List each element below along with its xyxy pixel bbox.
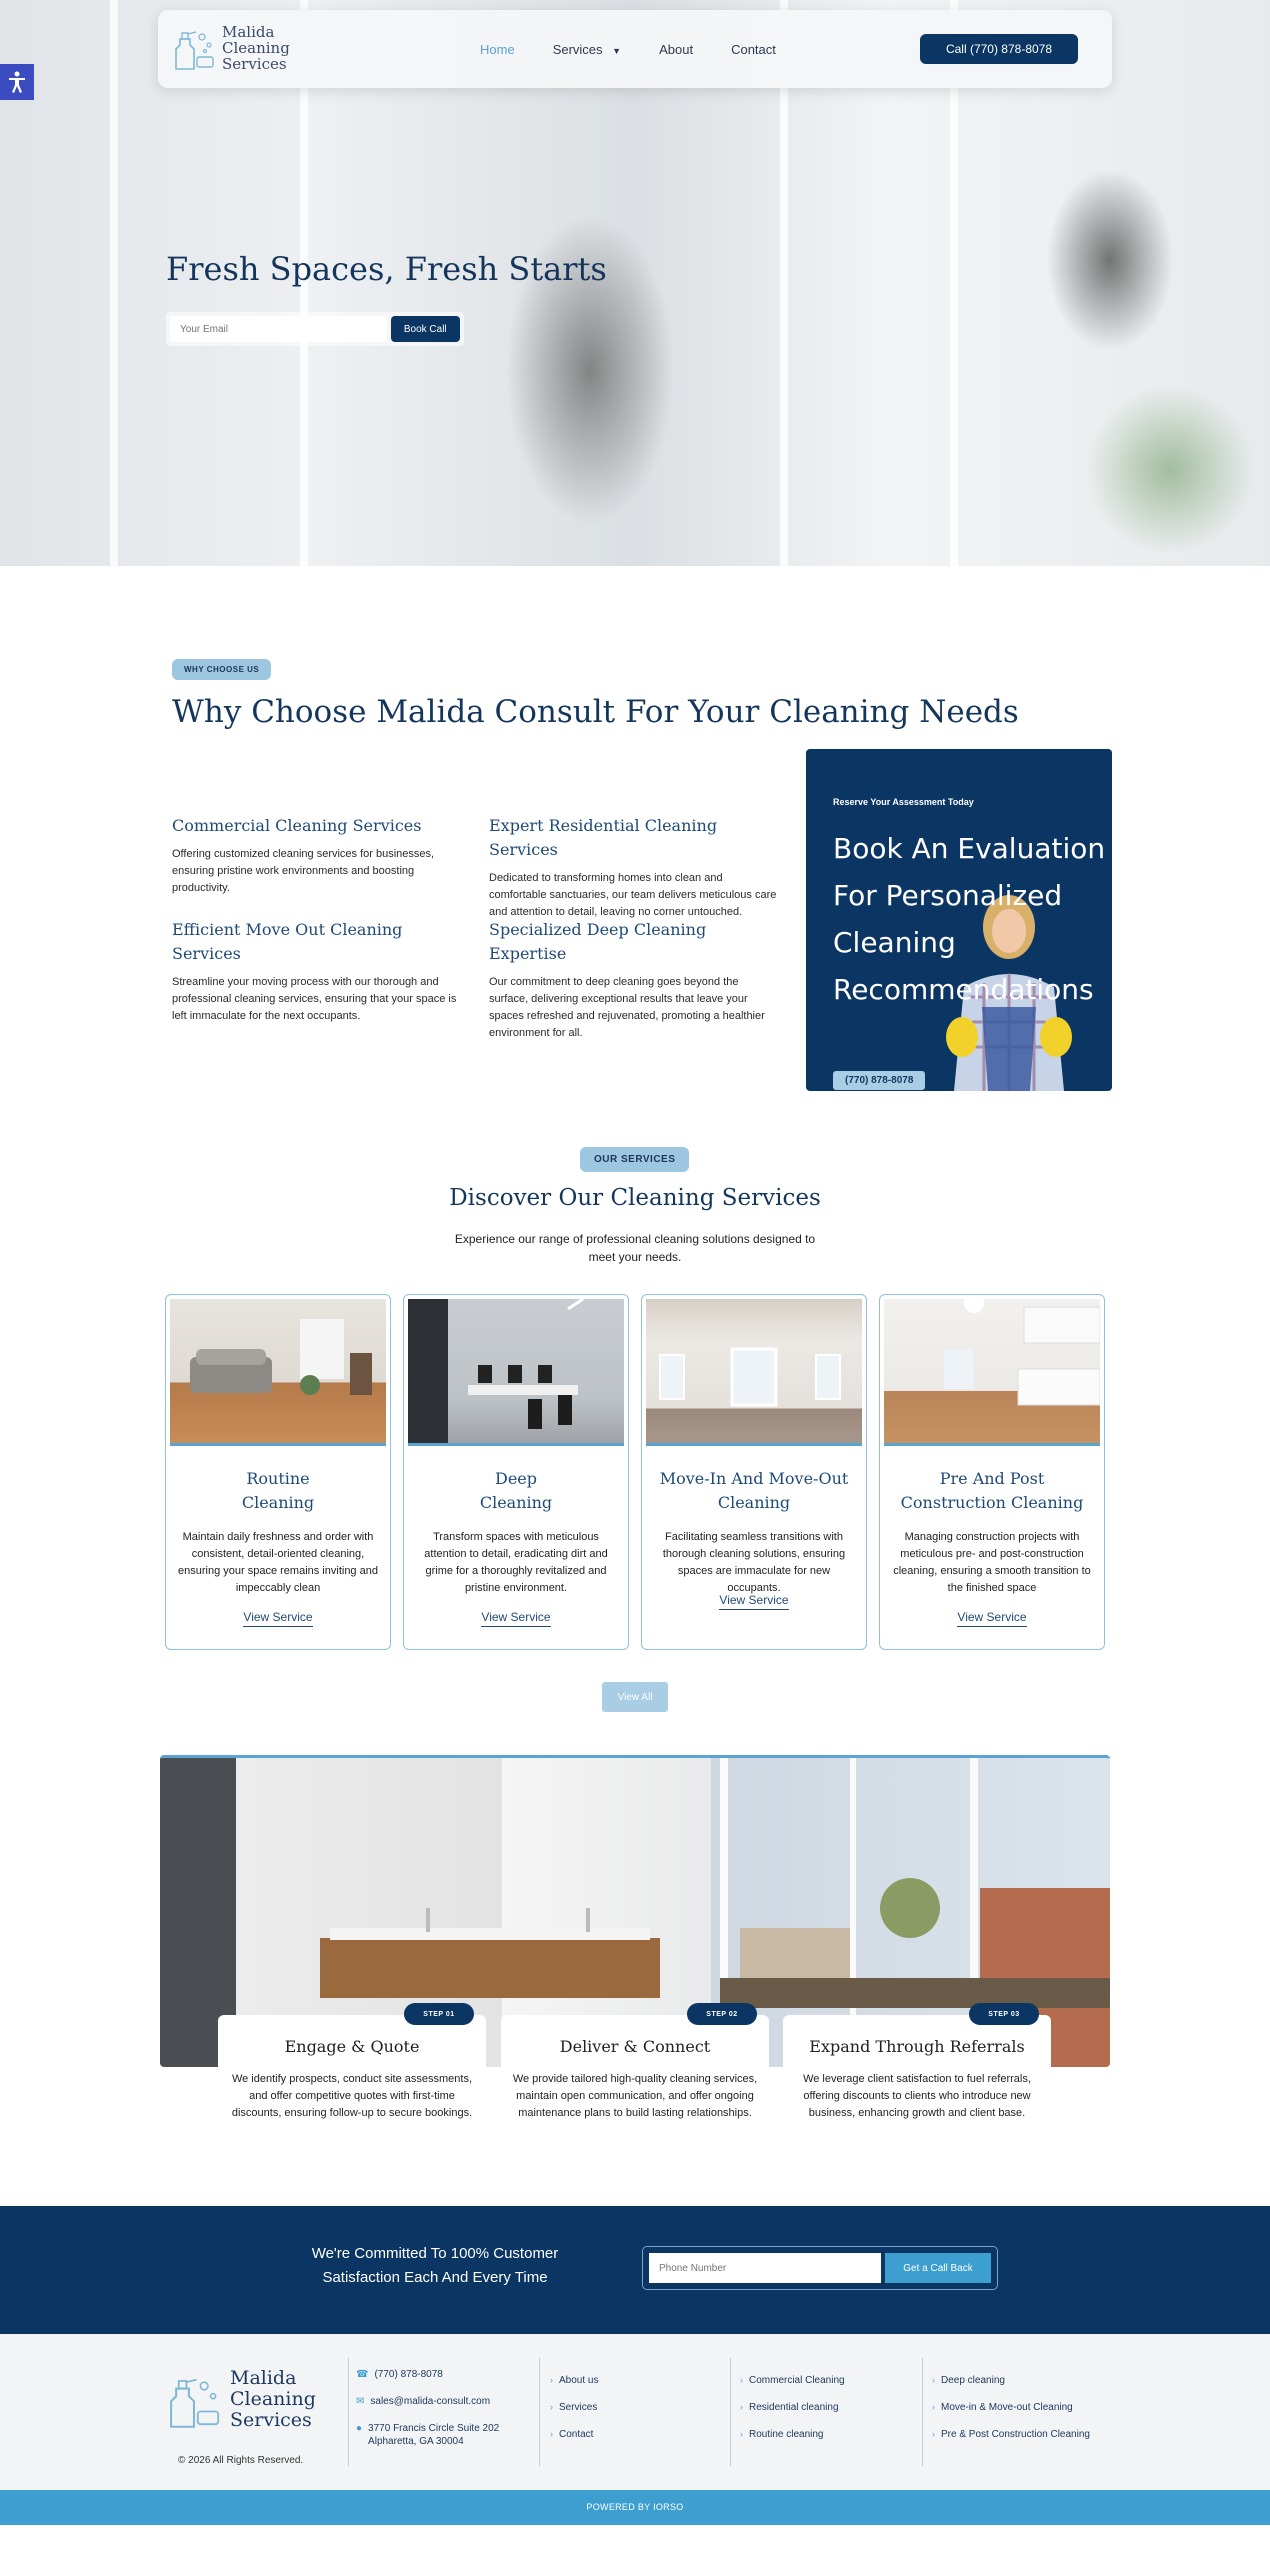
footer-link-label: About us [559,2375,599,2386]
step-title: Expand Through Referrals [809,2037,1025,2056]
book-call-button[interactable]: Book Call [391,316,461,342]
chevron-right-icon: › [932,2429,935,2439]
footer-phone-text: (770) 878-8078 [374,2369,443,2380]
callback-cta-section [0,2206,1270,2334]
view-service-label: View Service [481,1610,550,1627]
service-title: Pre And Post Construction Cleaning [900,1469,1084,1512]
empty-room-image [646,1299,862,1446]
view-all-button[interactable]: View All [602,1682,668,1712]
footer-link-label: Deep cleaning [941,2375,1005,2386]
feature-item [172,814,462,897]
evaluation-phone[interactable]: (770) 878-8078 [833,1071,925,1090]
logo-line: Malida [222,23,275,41]
process-step [218,2010,486,2165]
nav-item-home[interactable]: Home [480,41,515,57]
service-card [641,1294,867,1650]
call-button[interactable]: Call (770) 878-8078 [920,34,1078,64]
chevron-right-icon: › [932,2375,935,2385]
view-service-label: View Service [957,1610,1026,1627]
section-lead: Experience our range of professional cleaning solutions designed to meet your needs. [454,1232,816,1264]
footer-contact [356,2368,499,2462]
accessibility-icon [8,71,26,93]
feature-title: Commercial Cleaning Services [172,816,422,835]
feature-text: Streamline your moving process with our thorough and professional cleaning services, ensuring that your space is left immaculate for the next occupants. [172,976,457,1022]
chevron-right-icon: › [550,2402,553,2412]
hero-booking-form [166,312,464,346]
nav-item-contact[interactable]: Contact [731,41,776,57]
site-header [158,10,1112,88]
footer-link-label: Services [559,2402,598,2413]
process-section [0,1755,1270,2206]
feature-text: Our commitment to deep cleaning goes beyond the surface, delivering exceptional results that leave your spaces refreshed and rejuvenated, promoting a healthier environment for all. [489,976,765,1039]
cleaning-logo-icon [172,25,216,71]
footer-divider [539,2358,540,2466]
service-text: Managing construction projects with meticulous pre- and post-construction cleaning, ensuring a smooth transition to the finished space [893,1531,1091,1594]
footer-link-label: Contact [559,2429,594,2440]
service-card [165,1294,391,1650]
footer-phone[interactable] [356,2368,499,2381]
phone-icon: ☎ [356,2369,369,2380]
chevron-right-icon: › [550,2375,553,2385]
logo-line: Cleaning [230,2388,316,2410]
view-service-link[interactable] [880,1610,1104,1624]
footer-divider [730,2358,731,2466]
feature-text: Offering customized cleaning services for businesses, ensuring pristine work environments and boosting productivity. [172,848,435,894]
footer-address-text [368,2422,499,2448]
footer-divider [922,2358,923,2466]
process-step [783,2010,1051,2165]
nav-item-about[interactable]: About [659,41,694,57]
evaluation-heading: Book An Evaluation For Personalized Cleaning Recommendations [833,832,1106,1006]
evaluation-eyebrow: Reserve Your Assessment Today [833,797,974,807]
hero-title: Fresh Spaces, Fresh Starts [166,250,607,288]
service-card [879,1294,1105,1650]
view-service-link[interactable] [642,1593,866,1607]
footer-links-more-services [932,2374,1090,2455]
address-line: Alpharetta, GA 30004 [368,2436,464,2447]
nav-item-services[interactable] [553,42,621,57]
service-text: Facilitating seamless transitions with thorough cleaning solutions, ensuring spaces are immaculate for new occupants. [662,1531,846,1594]
view-service-label: View Service [243,1610,312,1627]
service-title: Move-In And Move-Out Cleaning [659,1469,849,1512]
service-title: Routine Cleaning [241,1469,315,1512]
step-text: We identify prospects, conduct site assessments, and offer competitive quotes with first-time discounts, ensuring follow-up to secure bookings. [231,2073,473,2119]
step-badge: STEP 03 [969,2003,1039,2025]
footer-link[interactable] [550,2428,598,2441]
section-heading: Why Choose Malida Consult For Your Cleaning Needs [172,694,1019,730]
footer-link[interactable] [932,2374,1090,2387]
footer-link[interactable] [932,2428,1090,2441]
phone-number-input[interactable] [649,2253,881,2283]
step-title: Engage & Quote [284,2037,420,2056]
email-input[interactable] [170,316,387,342]
location-pin-icon: ● [356,2423,363,2434]
section-heading: Discover Our Cleaning Services [449,1185,821,1211]
process-step [501,2010,769,2165]
service-title: Deep Cleaning [479,1469,553,1512]
footer-link-label: Residential cleaning [749,2402,839,2413]
hero-section [0,0,1270,566]
footer-link[interactable] [740,2374,845,2387]
footer-divider [348,2358,349,2466]
main-nav [480,10,776,88]
accessibility-button[interactable] [0,64,34,100]
logo-line: Services [230,2409,312,2431]
view-service-link[interactable] [404,1610,628,1624]
section-pill: WHY CHOOSE US [172,659,271,680]
footer-links-pages [550,2374,598,2455]
footer-link-label: Routine cleaning [749,2429,824,2440]
service-text: Maintain daily freshness and order with consistent, detail-oriented cleaning, ensuring your space remains inviting and impeccably clean [178,1531,378,1594]
powered-by-bar: POWERED BY IORSO [0,2490,1270,2525]
logo-text [222,24,290,72]
footer-link-label: Commercial Cleaning [749,2375,845,2386]
step-badge: STEP 01 [404,2003,474,2025]
service-card [403,1294,629,1650]
copyright: © 2026 All Rights Reserved. [178,2455,304,2466]
step-badge: STEP 02 [687,2003,757,2025]
feature-text: Dedicated to transforming homes into clean and comfortable sanctuaries, our team delivers meticulous care and attention to detail, leaving no corner untouched. [489,872,777,918]
cta-text: We're Committed To 100% Customer Satisfaction Each And Every Time [311,2245,559,2286]
feature-item [489,918,779,1042]
view-service-label: View Service [719,1593,788,1610]
step-title: Deliver & Connect [559,2037,711,2056]
feature-title: Efficient Move Out Cleaning Services [172,920,403,963]
logo-line: Services [222,55,287,73]
why-choose-us-section [0,566,1270,1140]
step-text: We provide tailored high-quality cleaning services, maintain open communication, and offer ongoing maintenance plans to build lasting relationships. [512,2073,758,2119]
services-section [0,1140,1270,1755]
callback-form [642,2246,998,2290]
footer-address [356,2422,499,2448]
footer-logo[interactable] [166,2368,316,2431]
logo-line: Cleaning [222,39,290,57]
feature-title: Expert Residential Cleaning Services [489,816,718,859]
evaluation-card [806,749,1112,1091]
chevron-right-icon: › [740,2375,743,2385]
nav-item-services-label: Services [552,41,603,57]
footer-link[interactable] [932,2401,1090,2414]
chevron-right-icon: › [740,2429,743,2439]
chevron-right-icon: › [932,2402,935,2412]
footer-link[interactable] [550,2401,598,2414]
footer-link[interactable] [740,2428,845,2441]
footer-link[interactable] [740,2401,845,2414]
step-text: We leverage client satisfaction to fuel referrals, offering discounts to clients who introduce new business, enhancing growth and client base. [803,2073,1031,2119]
site-logo[interactable] [172,24,290,72]
footer-email[interactable] [356,2395,499,2408]
footer-link-label: Pre & Post Construction Cleaning [941,2429,1090,2440]
feature-title: Specialized Deep Cleaning Expertise [489,920,707,963]
logo-text [230,2368,316,2431]
get-call-back-button[interactable]: Get a Call Back [885,2253,991,2283]
footer-link[interactable] [550,2374,598,2387]
section-pill: OUR SERVICES [580,1147,689,1172]
living-room-image [170,1299,386,1446]
kitchen-image [884,1299,1100,1446]
chevron-down-icon: ▼ [612,45,622,56]
footer-link-label: Move-in & Move-out Cleaning [941,2402,1073,2413]
mail-icon: ✉ [356,2396,365,2407]
chevron-right-icon: › [550,2429,553,2439]
site-footer [0,2334,1270,2490]
feature-item [489,814,779,921]
view-service-link[interactable] [166,1610,390,1624]
chevron-right-icon: › [740,2402,743,2412]
office-image [408,1299,624,1446]
logo-line: Malida [230,2367,297,2389]
footer-links-services [740,2374,845,2455]
feature-item [172,918,457,1025]
service-text: Transform spaces with meticulous attention to detail, eradicating dirt and grime for a thoroughly revitalized and pristine environment. [424,1531,608,1594]
cleaning-logo-icon [166,2370,222,2430]
address-line: 3770 Francis Circle Suite 202 [368,2423,500,2434]
footer-email-text: sales@malida-consult.com [370,2396,491,2407]
